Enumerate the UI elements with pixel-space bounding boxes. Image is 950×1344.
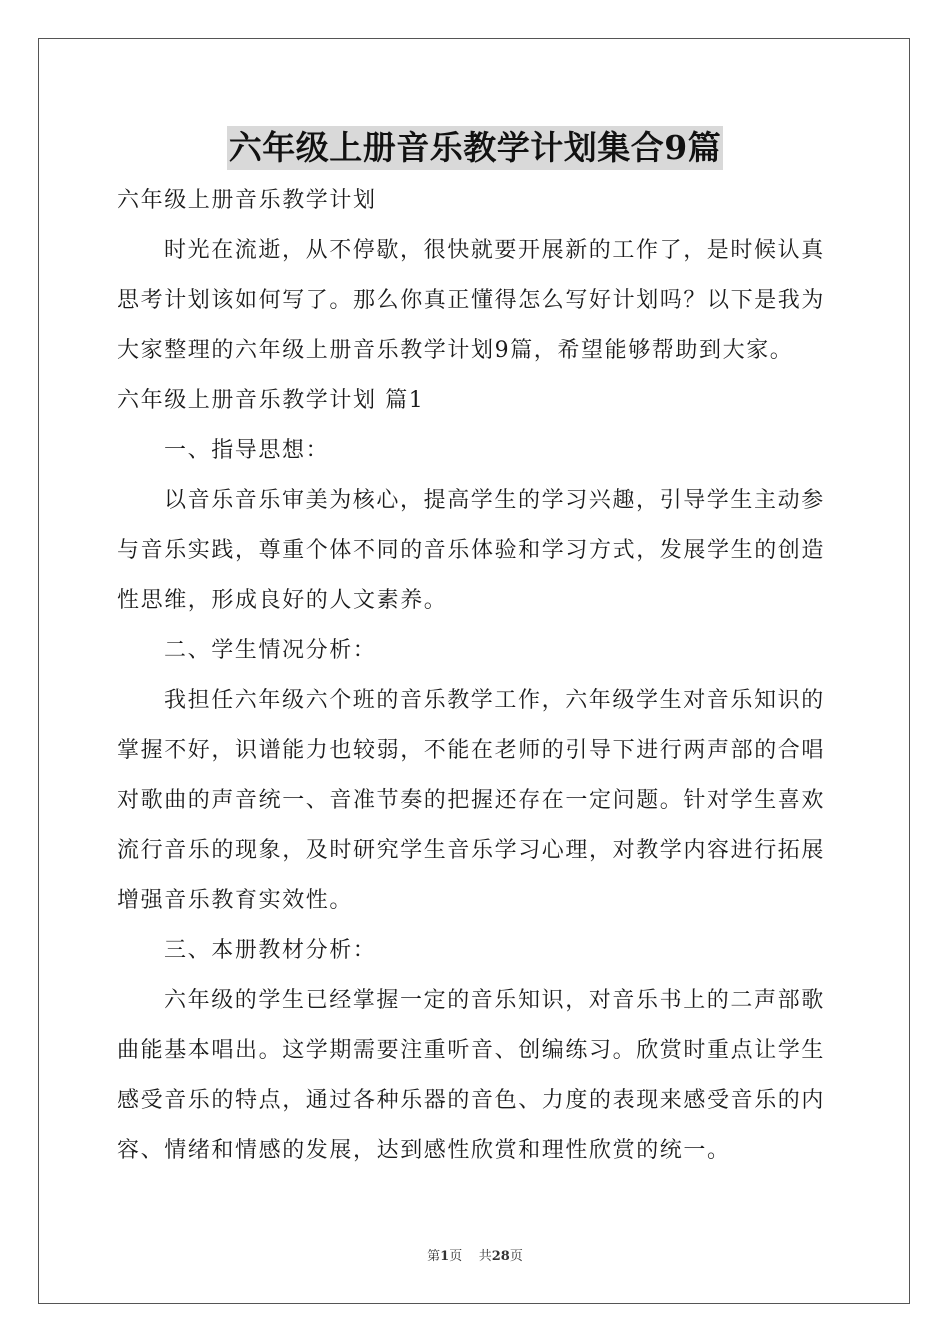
text-line: 思考计划该如何写了。那么你真正懂得怎么写好计划吗？以下是我为 [117, 288, 826, 313]
text-line: 以音乐音乐审美为核心，提高学生的学习兴趣，引导学生主动参 [164, 488, 825, 513]
page-footer [0, 1245, 950, 1264]
page-number: 1 [440, 1249, 450, 1264]
page-prefix: 第 [427, 1249, 441, 1264]
total-pages: 28 [491, 1249, 510, 1264]
text-line: 六年级的学生已经掌握一定的音乐知识，对音乐书上的二声部歌 [164, 988, 825, 1013]
title-container [0, 126, 950, 170]
page-title: 六年级上册音乐教学计划集合9篇 [227, 126, 723, 170]
text-line: 时光在流逝，从不停歇，很快就要开展新的工作了，是时候认真 [164, 238, 825, 263]
text-line: 六年级上册音乐教学计划 [117, 188, 377, 213]
text-line: 我担任六年级六个班的音乐教学工作，六年级学生对音乐知识的 [164, 688, 825, 713]
text-line: 三、本册教材分析： [164, 938, 377, 963]
document-body [117, 176, 833, 1176]
text-line: 曲能基本唱出。这学期需要注重听音、创编练习。欣赏时重点让学生 [117, 1038, 826, 1063]
total-prefix: 共 [478, 1249, 492, 1264]
text-line: 六年级上册音乐教学计划 篇1 [117, 388, 425, 413]
text-line: 感受音乐的特点，通过各种乐器的音色、力度的表现来感受音乐的内 [117, 1088, 826, 1113]
total-suffix: 页 [509, 1249, 523, 1264]
page-suffix: 页 [449, 1249, 463, 1264]
text-line: 流行音乐的现象，及时研究学生音乐学习心理，对教学内容进行拓展 [117, 838, 826, 863]
text-line: 二、学生情况分析： [164, 638, 377, 663]
text-line: 对歌曲的声音统一、音准节奏的把握还存在一定问题。针对学生喜欢 [117, 788, 826, 813]
text-line: 增强音乐教育实效性。 [117, 888, 354, 913]
text-line: 掌握不好，识谱能力也较弱，不能在老师的引导下进行两声部的合唱 [117, 738, 826, 763]
text-line: 与音乐实践，尊重个体不同的音乐体验和学习方式，发展学生的创造 [117, 538, 826, 563]
text-line: 一、指导思想： [164, 438, 330, 463]
text-line: 大家整理的六年级上册音乐教学计划9篇，希望能够帮助到大家。 [117, 338, 794, 363]
text-line: 性思维，形成良好的人文素养。 [117, 588, 448, 613]
text-line: 容、情绪和情感的发展，达到感性欣赏和理性欣赏的统一。 [117, 1138, 731, 1163]
